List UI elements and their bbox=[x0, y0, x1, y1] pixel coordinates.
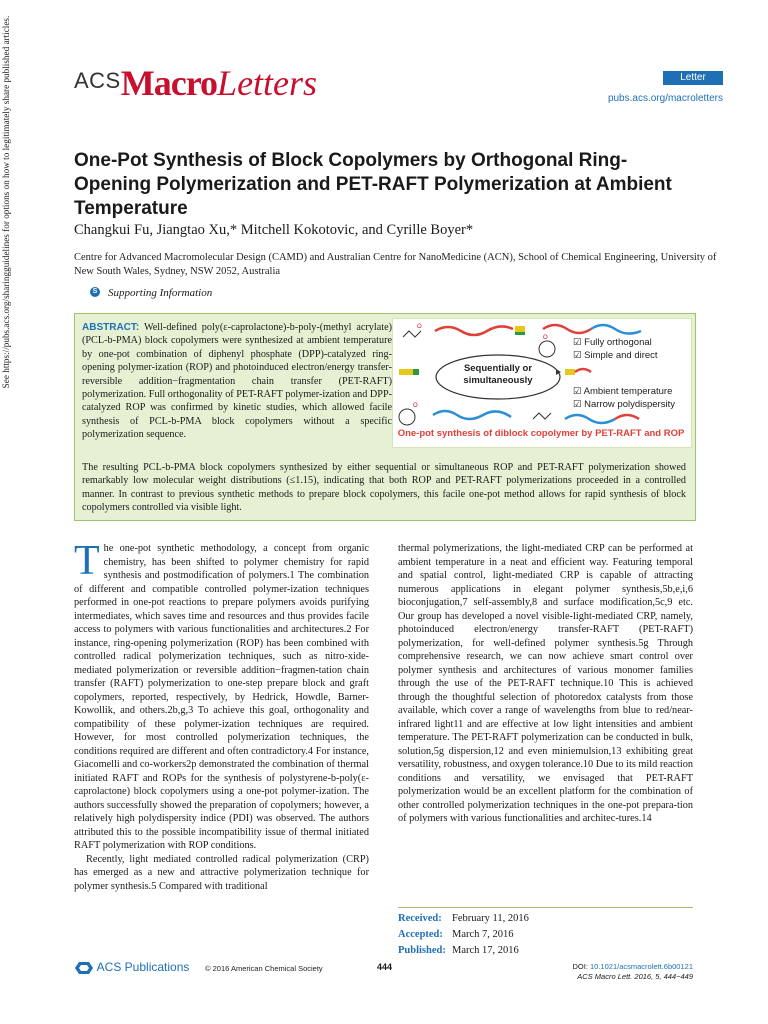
caprolactone-ring-bottom-icon bbox=[399, 409, 415, 425]
svg-text:O: O bbox=[543, 335, 548, 341]
raft-end-group-top bbox=[515, 326, 525, 332]
article-dates bbox=[398, 907, 693, 959]
doi-block bbox=[572, 962, 693, 982]
affiliation: Centre for Advanced Macromolecular Design (CAMD) and Australian Centre for NanoMedicine (ACN), School of Chemical Engineering, University of New South Wales, Sydney, NSW 2052, Australia bbox=[74, 252, 717, 277]
pcl-chain-bottom bbox=[433, 411, 511, 419]
supporting-info-link[interactable] bbox=[90, 287, 212, 299]
body-column-right bbox=[398, 542, 693, 826]
paragraph-intro: he one-pot synthetic methodology, a concept from organic chemistry, has been shifted to polymer chemistry for rapid synthesis and postmodification of polymers.1 The combination of different and compatible controlled polymer-ization techniques performed in one-pot reactions to prepare polymers avoids purifying intermediates, which saves time and resources and thus provides facile access to polymers with various functionalities and architectures.2 For instance, ring-opening polymerization (ROP) has been combined with controlled radical polymerization techniques, such as nitro-xide-mediated polymerization or reversible addition−fragmen-tation chain transfer (RAFT) polymerization to one-step prepare block and graft copolymers, reported, respectively, by Hedrick, Howdle, Barner-Kowollik, and others.2b,g,3 To achieve this goal, orthogonality and compatibility of these polymer-ization techniques are required. However, for most controlled polymerization techniques, the conditions required are different and often contradictory.4 For instance, Giacomelli and co-workers2p demonstrated the combination of thermal initiated RAFT and ROPs for the synthesis of polystyrene-b-poly(ε-caprolactone) block copolymers using a one-pot polymer-ization. The authors successfully showed the preparation of copolymers; however, a relatively high polydispersity indice (PDI) was observed. The authors attributed this to the possible incompatibility issue of thermal initiated RAFT polymerization with ROP conditions. bbox=[74, 543, 369, 851]
acrylate-monomer-top-icon bbox=[403, 324, 422, 337]
acs-publications-logo[interactable] bbox=[74, 960, 189, 975]
acrylate-monomer-bottom-icon bbox=[533, 413, 551, 419]
block-copolymer-top bbox=[543, 325, 591, 333]
doi-link[interactable]: 10.1021/acsmacrolett.6b00121 bbox=[590, 962, 693, 971]
abstract-heading: ABSTRACT: bbox=[82, 322, 140, 333]
download-note-line2: See https://pubs.acs.org/sharingguidelines for options on how to legitimately share published articles. bbox=[1, 15, 11, 389]
accepted-date: Accepted: March 7, 2016 bbox=[398, 929, 514, 940]
author-list: Changkui Fu, Jiangtao Xu,* Mitchell Kokotovic, and Cyrille Boyer* bbox=[74, 222, 474, 238]
toc-check-1: ☑ Fully orthogonal bbox=[573, 337, 652, 348]
abstract-text-part2: The resulting PCL-b-PMA block copolymers synthesized by either sequential or simultaneous ROP and PET-RAFT polymerization showed remarkably low molecular weight distributions (≤1.15), indicating that both ROP and PET-RAFT polymerizations proceeded in a controlled manner. In contrast to previous synthetic methods to prepare block copolymers, this facile one-pot method allows for rapid synthesis of block copolymers controlled via visible light. bbox=[82, 462, 686, 514]
citation: ACS Macro Lett. 2016, 5, 444−449 bbox=[577, 972, 693, 981]
journal-logo[interactable] bbox=[74, 62, 317, 102]
caprolactone-ring-top-icon bbox=[539, 341, 555, 357]
logo-macro: Macro bbox=[120, 63, 218, 103]
body-column-left bbox=[74, 538, 369, 893]
supporting-info-label: Supporting Information bbox=[108, 287, 213, 299]
article-title: One-Pot Synthesis of Block Copolymers by Orthogonal Ring-Opening Polymerization and PET-RAFT Polymerization at Ambient Temperature bbox=[74, 150, 672, 219]
publisher-name: ACS Publications bbox=[96, 960, 190, 974]
pma-chain-top bbox=[435, 326, 513, 335]
toc-check-3: ☑ Ambient temperature bbox=[573, 386, 673, 397]
paragraph-light-crp: Recently, light mediated controlled radical polymerization (CRP) has emerged as a new and attractive polymerization technique for polymer synthesis.5 Compared with traditional bbox=[74, 853, 369, 892]
logo-letters: Letters bbox=[217, 63, 318, 103]
toc-check-4: ☑ Narrow polydispersity bbox=[573, 399, 675, 410]
abstract-body-part1: Well-defined poly(ε-caprolactone)-b-poly-(methyl acrylate) (PCL-b-PMA) block copolymers were synthesized at ambient temperature by one-pot combination of diphenyl phosphate (DPP)-catalyzed ring-opening polymer-ization (ROP) and photoinduced electron/energy transfer-reversible addition−fragmentation chain transfer (PET-RAFT) polymerization. Full orthogonality of PET-RAFT polymer-ization and DPP-catalyzed ROP was confirmed by kinetic studies, which allowed facile synthesis of PCL-b-PMA block copolymers without a specific polymerization sequence. bbox=[82, 322, 392, 441]
toc-caption: One-pot synthesis of diblock copolymer by PET-RAFT and ROP bbox=[397, 428, 685, 439]
raft-agent-left bbox=[399, 369, 413, 375]
journal-url-link[interactable]: pubs.acs.org/macroletters bbox=[607, 93, 723, 104]
acs-hexagon-icon bbox=[74, 961, 94, 975]
paragraph-pet-raft: thermal polymerizations, the light-mediated CRP can be performed at ambient temperature in a neat and efficient way. Featuring temporal and spatial control, light-mediated CRP is capable of attracting numerous applications in elegant polymer synthesis,5b,e,i,6 bioconjugation,7 self-assembly,8 and surface modification,5c,9 etc. Our group has developed a novel visible-light-mediated CRP, namely, photoinduced electron/energy transfer-RAFT (PET-RAFT) polymerization, for well-defined polymer synthesis.5g Through comprehensive research, we can now achieve smart control over polymer synthesis and architectures of various monomer families through the use of the PET-RAFT technique.10 This is achieved through the thoughtful selection of photoredox catalysts from those available, which cover a range of wavelengths from blue to red/near-infrared light11 and are effective at low light intensities and ambient temperature. The PET-RAFT polymerization can be conducted in bulk, solution,5g dispersion,12 and even miniemulsion,13 exhibiting great versatility, robustness, and oxygen tolerance.10 Due to its mild reaction conditions and versatility, we envisaged that PET-RAFT polymerization would be an excellent platform for the combination of other controlled polymerization techniques in the one-pot prepara-tion of polymers with various functionalities and architec-tures.14 bbox=[398, 543, 694, 824]
received-date: Received: February 11, 2016 bbox=[398, 913, 529, 924]
abstract-text-part1 bbox=[82, 321, 392, 442]
svg-text:O: O bbox=[413, 403, 418, 409]
published-date: Published: March 17, 2016 bbox=[398, 945, 519, 956]
article-type-badge: Letter bbox=[663, 71, 723, 85]
toc-check-2: ☑ Simple and direct bbox=[573, 350, 658, 361]
toc-center-label-line1: Sequentially or bbox=[463, 363, 533, 374]
doi-label: DOI: bbox=[572, 962, 588, 971]
download-margin-note bbox=[0, 12, 12, 392]
supporting-info-icon: S bbox=[90, 287, 100, 297]
toc-center-label-line2: simultaneously bbox=[463, 375, 533, 386]
copyright-notice: © 2016 American Chemical Society bbox=[205, 964, 323, 973]
page-number: 444 bbox=[377, 962, 393, 972]
product-copolymer bbox=[575, 369, 591, 372]
drop-cap: T bbox=[74, 538, 100, 584]
svg-text:O: O bbox=[417, 324, 422, 330]
logo-acs: ACS bbox=[74, 68, 121, 93]
